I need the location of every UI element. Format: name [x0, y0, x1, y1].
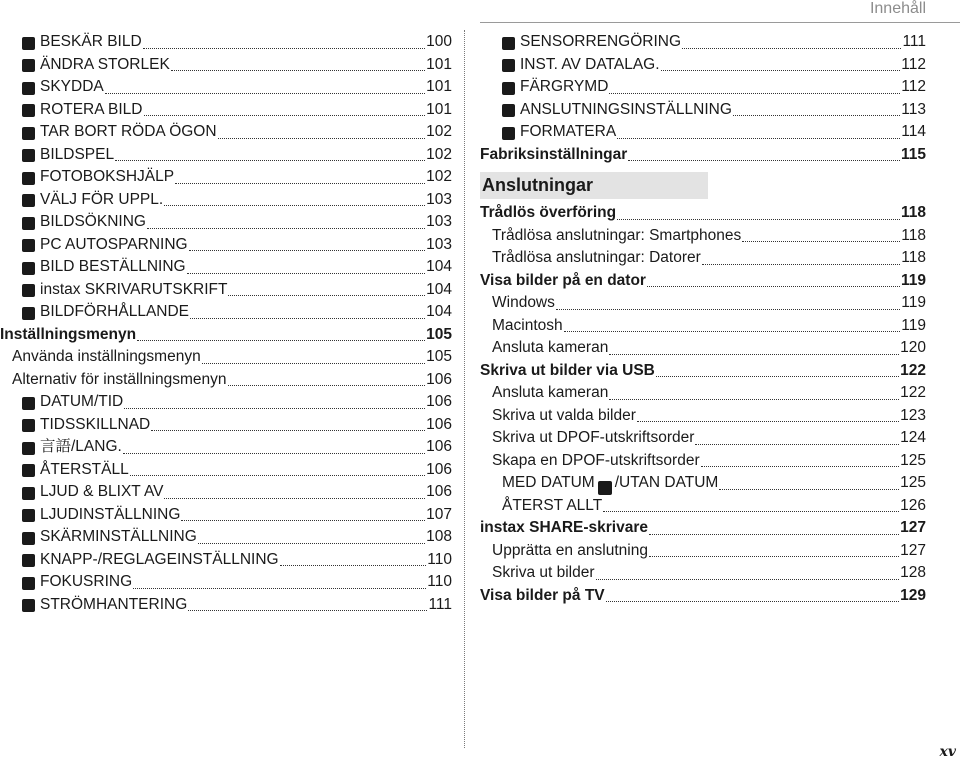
dot-leader [133, 588, 426, 589]
toc-entry-page: 122 [900, 361, 926, 379]
dot-leader [124, 408, 425, 409]
toc-entry-label: VÄLJ FÖR UPPL. [40, 190, 164, 208]
toc-entry-page: 103 [426, 190, 452, 208]
toc-entry-page: 125 [900, 474, 926, 491]
toc-entry[interactable] [0, 346, 452, 369]
aspect-ratio-icon [22, 307, 35, 320]
toc-entry-label: Macintosh [492, 316, 563, 334]
toc-entry-label: SENSORRENGÖRING [520, 33, 682, 50]
toc-entry[interactable] [480, 585, 926, 608]
toc-entry[interactable] [0, 144, 452, 167]
dot-leader [661, 70, 901, 71]
toc-entry[interactable] [0, 121, 452, 144]
dot-leader [649, 556, 899, 557]
screen-icon [22, 532, 35, 545]
dot-leader [556, 309, 900, 310]
toc-entry-label: SKYDDA [40, 78, 104, 95]
toc-entry[interactable] [480, 562, 926, 585]
pc-autosave-icon [22, 239, 35, 252]
dot-leader [147, 228, 425, 229]
toc-entry[interactable] [480, 292, 926, 315]
sound-icon [22, 509, 35, 522]
dot-leader [701, 466, 900, 467]
toc-entry[interactable] [480, 247, 926, 270]
dot-leader [649, 534, 899, 535]
dot-leader [181, 520, 425, 521]
toc-entry-page: 106 [426, 460, 452, 478]
toc-entry-label: FORMATERA [520, 123, 617, 140]
toc-entry-page: 100 [426, 33, 452, 50]
toc-entry[interactable] [0, 324, 452, 347]
dot-leader [187, 273, 426, 274]
toc-entry-label: 言語/LANG. [40, 438, 122, 455]
toc-entry-page: 118 [901, 226, 926, 244]
toc-entry-page: 129 [900, 586, 926, 604]
dot-leader [164, 205, 425, 206]
toc-entry[interactable] [0, 414, 452, 437]
wireless-icon [502, 104, 515, 117]
toc-entry[interactable] [480, 382, 926, 405]
toc-entry-page: 102 [426, 123, 452, 140]
dot-leader [190, 318, 425, 319]
toc-entry-label: FOTOBOKSHJÄLP [40, 168, 175, 185]
toc-entry-page: 122 [900, 384, 926, 401]
toc-entry-label: Visa bilder på en dator [480, 271, 646, 289]
dot-leader [218, 138, 426, 139]
protect-icon [22, 82, 35, 95]
toc-entry[interactable] [0, 549, 452, 572]
dot-leader [617, 138, 900, 139]
dot-leader [609, 399, 899, 400]
toc-entry[interactable] [480, 472, 926, 495]
toc-entry-page: 106 [426, 483, 452, 500]
toc-entry[interactable] [0, 391, 452, 414]
toc-entry[interactable] [0, 189, 452, 212]
toc-entry-page: 101 [426, 78, 452, 95]
toc-entry-label: instax SHARE-skrivare [480, 519, 648, 536]
toc-entry-label: Windows [492, 294, 555, 311]
rotate-icon [22, 104, 35, 117]
toc-entry-page: 114 [901, 123, 926, 140]
page-number: xv [939, 744, 956, 760]
toc-entry-label: ÄNDRA STORLEK [40, 55, 170, 73]
toc-entry-label: Fabriksinställningar [480, 145, 628, 163]
toc-entry[interactable] [480, 450, 926, 473]
toc-entry-page: 118 [901, 249, 926, 266]
dot-leader [603, 511, 899, 512]
toc-entry[interactable] [480, 54, 926, 77]
toc-entry-page: 111 [428, 595, 452, 613]
toc-entry-label: Ansluta kameran [492, 384, 609, 401]
toc-entry-page: 106 [426, 393, 452, 410]
toc-entry-label: Skriva ut bilder via USB [480, 361, 655, 379]
toc-entry[interactable] [480, 121, 926, 144]
toc-entry-page: 106 [426, 438, 452, 455]
image-search-icon [22, 217, 35, 230]
toc-entry-label: Trådlös överföring [480, 204, 617, 221]
toc-entry-label: ANSLUTNINGSINSTÄLLNING [520, 100, 732, 118]
toc-entry-page: 105 [426, 325, 452, 343]
column-divider [464, 30, 465, 748]
toc-entry[interactable] [0, 279, 452, 302]
toc-entry-label: Använda inställningsmenyn [12, 348, 201, 365]
toc-entry-label: BILDFÖRHÅLLANDE [40, 303, 190, 320]
dot-leader [143, 48, 425, 49]
dot-leader [702, 264, 901, 265]
toc-entry-page: 112 [901, 78, 926, 95]
toc-entry[interactable] [0, 301, 452, 324]
dot-leader [228, 385, 426, 386]
upload-icon [22, 194, 35, 207]
toc-entry-page: 119 [900, 271, 926, 289]
sensor-cleaning-icon [502, 37, 515, 50]
toc-entry[interactable] [480, 76, 926, 99]
red-eye-icon [22, 127, 35, 140]
toc-entry[interactable] [480, 202, 926, 225]
dot-leader [123, 453, 425, 454]
dot-leader [695, 444, 899, 445]
toc-entry-page: 102 [426, 145, 452, 163]
toc-entry-page: 106 [426, 415, 452, 433]
toc-entry-page: 128 [900, 564, 926, 581]
crop-icon [22, 37, 35, 50]
toc-entry[interactable] [0, 594, 452, 617]
toc-entry-label: STRÖMHANTERING [40, 595, 188, 613]
dot-leader [564, 331, 901, 332]
toc-entry[interactable] [0, 369, 452, 392]
toc-entry-page: 101 [426, 55, 452, 73]
toc-entry-label: ÅTERSTÄLL [40, 460, 129, 478]
toc-entry-label: KNAPP-/REGLAGEINSTÄLLNING [40, 550, 279, 568]
toc-entry[interactable] [480, 144, 926, 167]
dot-leader [171, 70, 425, 71]
print-order-icon [22, 262, 35, 275]
toc-entry-page: 119 [901, 294, 926, 311]
dot-leader [682, 48, 901, 49]
instax-print-icon [22, 284, 35, 297]
reset-icon [22, 464, 35, 477]
toc-entry-label: Skriva ut DPOF-utskriftsorder [492, 429, 695, 446]
toc-entry[interactable] [0, 76, 452, 99]
toc-entry-label: Alternativ för inställningsmenyn [12, 370, 227, 388]
toc-entry-page: 105 [426, 348, 452, 365]
toc-entry[interactable] [480, 405, 926, 428]
photobook-icon [22, 172, 35, 185]
toc-entry-label-suffix: /UTAN DATUM [614, 474, 719, 491]
toc-entry-label: INST. AV DATALAG. [520, 55, 660, 73]
dot-leader [228, 295, 425, 296]
toc-entry[interactable] [480, 315, 926, 338]
toc-entry-page: 104 [426, 280, 452, 298]
toc-entry-label: Upprätta en anslutning [492, 541, 648, 559]
toc-entry-page: 104 [426, 258, 452, 275]
toc-entry[interactable] [480, 540, 926, 563]
dot-leader [189, 250, 426, 251]
dot-leader [609, 354, 899, 355]
toc-entry-label: BESKÄR BILD [40, 33, 142, 50]
toc-entry-label: Skapa en DPOF-utskriftsorder [492, 451, 700, 469]
dot-leader [130, 475, 425, 476]
toc-entry-page: 118 [900, 204, 926, 221]
toc-entry[interactable] [480, 99, 926, 122]
slideshow-icon [22, 149, 35, 162]
toc-entry-page: 127 [900, 519, 926, 536]
toc-entry-label: BILD BESTÄLLNING [40, 258, 186, 275]
toc-entry-page: 127 [900, 541, 926, 559]
clock-icon [22, 397, 35, 410]
dot-leader [719, 489, 899, 490]
toc-entry[interactable] [480, 31, 926, 54]
dot-leader [198, 543, 425, 544]
dot-leader [733, 115, 900, 116]
dot-leader [144, 115, 426, 116]
toc-left-column [0, 31, 452, 616]
toc-entry-page: 102 [426, 168, 452, 185]
dot-leader [151, 430, 425, 431]
toc-entry-label: Inställningsmenyn [0, 325, 137, 343]
toc-entry-page: 111 [902, 33, 926, 50]
toc-entry[interactable] [480, 225, 926, 248]
toc-entry-label: Trådlösa anslutningar: Smartphones [492, 226, 742, 244]
header-rule [480, 22, 960, 23]
silent-icon [22, 487, 35, 500]
toc-entry-page: 115 [900, 145, 926, 163]
toc-entry-label: Trådlösa anslutningar: Datorer [492, 249, 701, 266]
toc-entry-page: 110 [427, 550, 452, 568]
format-icon [502, 127, 515, 140]
toc-entry-label: FOKUSRING [40, 573, 133, 590]
toc-entry-label: ÅTERST ALLT [502, 496, 603, 514]
toc-entry[interactable] [480, 517, 926, 540]
toc-entry[interactable] [0, 234, 452, 257]
section-header-label: Innehåll [869, 0, 926, 17]
toc-entry[interactable] [480, 495, 926, 518]
toc-entry[interactable] [0, 571, 452, 594]
toc-entry-page: 124 [900, 429, 926, 446]
toc-entry-page: 120 [900, 339, 926, 356]
toc-entry[interactable] [0, 211, 452, 234]
button-dial-icon [22, 554, 35, 567]
toc-entry-label: Ansluta kameran [492, 339, 609, 356]
toc-entry-page: 108 [426, 528, 452, 545]
toc-entry-page: 113 [901, 100, 926, 118]
toc-entry[interactable] [0, 481, 452, 504]
dot-leader [742, 241, 900, 242]
color-space-icon [502, 82, 515, 95]
date-stamp-icon [598, 481, 612, 495]
toc-entry[interactable] [480, 360, 926, 383]
toc-entry-label: DATUM/TID [40, 393, 124, 410]
toc-entry[interactable] [0, 31, 452, 54]
dot-leader [137, 340, 425, 341]
toc-entry-label: Visa bilder på TV [480, 586, 605, 604]
toc-entry-label: SKÄRMINSTÄLLNING [40, 528, 197, 545]
toc-entry[interactable] [0, 504, 452, 527]
toc-right-column [480, 31, 926, 607]
section-heading: Anslutningar [480, 172, 708, 199]
dot-leader [280, 565, 427, 566]
toc-entry-page: 123 [900, 406, 926, 424]
toc-entry-label: PC AUTOSPARNING [40, 235, 188, 253]
dot-leader [606, 601, 900, 602]
dot-leader [115, 160, 425, 161]
dot-leader [609, 93, 900, 94]
dot-leader [105, 93, 425, 94]
toc-entry[interactable] [480, 427, 926, 450]
toc-entry[interactable] [0, 54, 452, 77]
dot-leader [628, 160, 900, 161]
time-difference-icon [22, 419, 35, 432]
toc-entry-label: BILDSPEL [40, 145, 115, 163]
toc-entry-page: 103 [426, 213, 452, 230]
dot-leader [188, 610, 427, 611]
toc-entry-page: 110 [427, 573, 452, 590]
language-icon [22, 442, 35, 455]
toc-entry-page: 101 [426, 100, 452, 118]
toc-entry-label: ROTERA BILD [40, 100, 143, 118]
toc-entry[interactable] [480, 270, 926, 293]
toc-entry-page: 126 [900, 496, 926, 514]
toc-entry-label: BILDSÖKNING [40, 213, 146, 230]
toc-entry[interactable] [0, 526, 452, 549]
toc-entry-label: Skriva ut bilder [492, 564, 595, 581]
dot-leader [637, 421, 899, 422]
dot-leader [596, 579, 900, 580]
power-icon [22, 599, 35, 612]
save-data-icon [502, 59, 515, 72]
toc-entry-label: instax SKRIVARUTSKRIFT [40, 280, 228, 298]
dot-leader [175, 183, 425, 184]
toc-entry-page: 125 [900, 451, 926, 469]
toc-entry-page: 106 [426, 370, 452, 388]
toc-entry-page: 103 [426, 235, 452, 253]
dot-leader [164, 498, 425, 499]
toc-entry-label: TIDSSKILLNAD [40, 415, 151, 433]
toc-entry-page: 104 [426, 303, 452, 320]
toc-entry[interactable] [0, 166, 452, 189]
toc-entry-label: Skriva ut valda bilder [492, 406, 636, 424]
toc-entry[interactable] [0, 99, 452, 122]
toc-entry[interactable] [480, 337, 926, 360]
toc-entry-label: FÄRGRYMD [520, 78, 609, 95]
resize-icon [22, 59, 35, 72]
toc-entry-page: 119 [901, 316, 926, 334]
toc-entry-label: LJUD & BLIXT AV [40, 483, 164, 500]
toc-entry-page: 107 [426, 505, 452, 523]
toc-entry-label: TAR BORT RÖDA ÖGON [40, 123, 217, 140]
toc-entry-label: LJUDINSTÄLLNING [40, 505, 181, 523]
toc-entry[interactable] [0, 436, 452, 459]
toc-entry-page: 112 [901, 55, 926, 73]
toc-entry-label: MED DATUM [502, 474, 595, 491]
toc-entry[interactable] [0, 459, 452, 482]
dot-leader [656, 376, 899, 377]
dot-leader [617, 219, 900, 220]
dot-leader [647, 286, 900, 287]
focus-icon [22, 577, 35, 590]
dot-leader [202, 363, 425, 364]
toc-entry[interactable] [0, 256, 452, 279]
